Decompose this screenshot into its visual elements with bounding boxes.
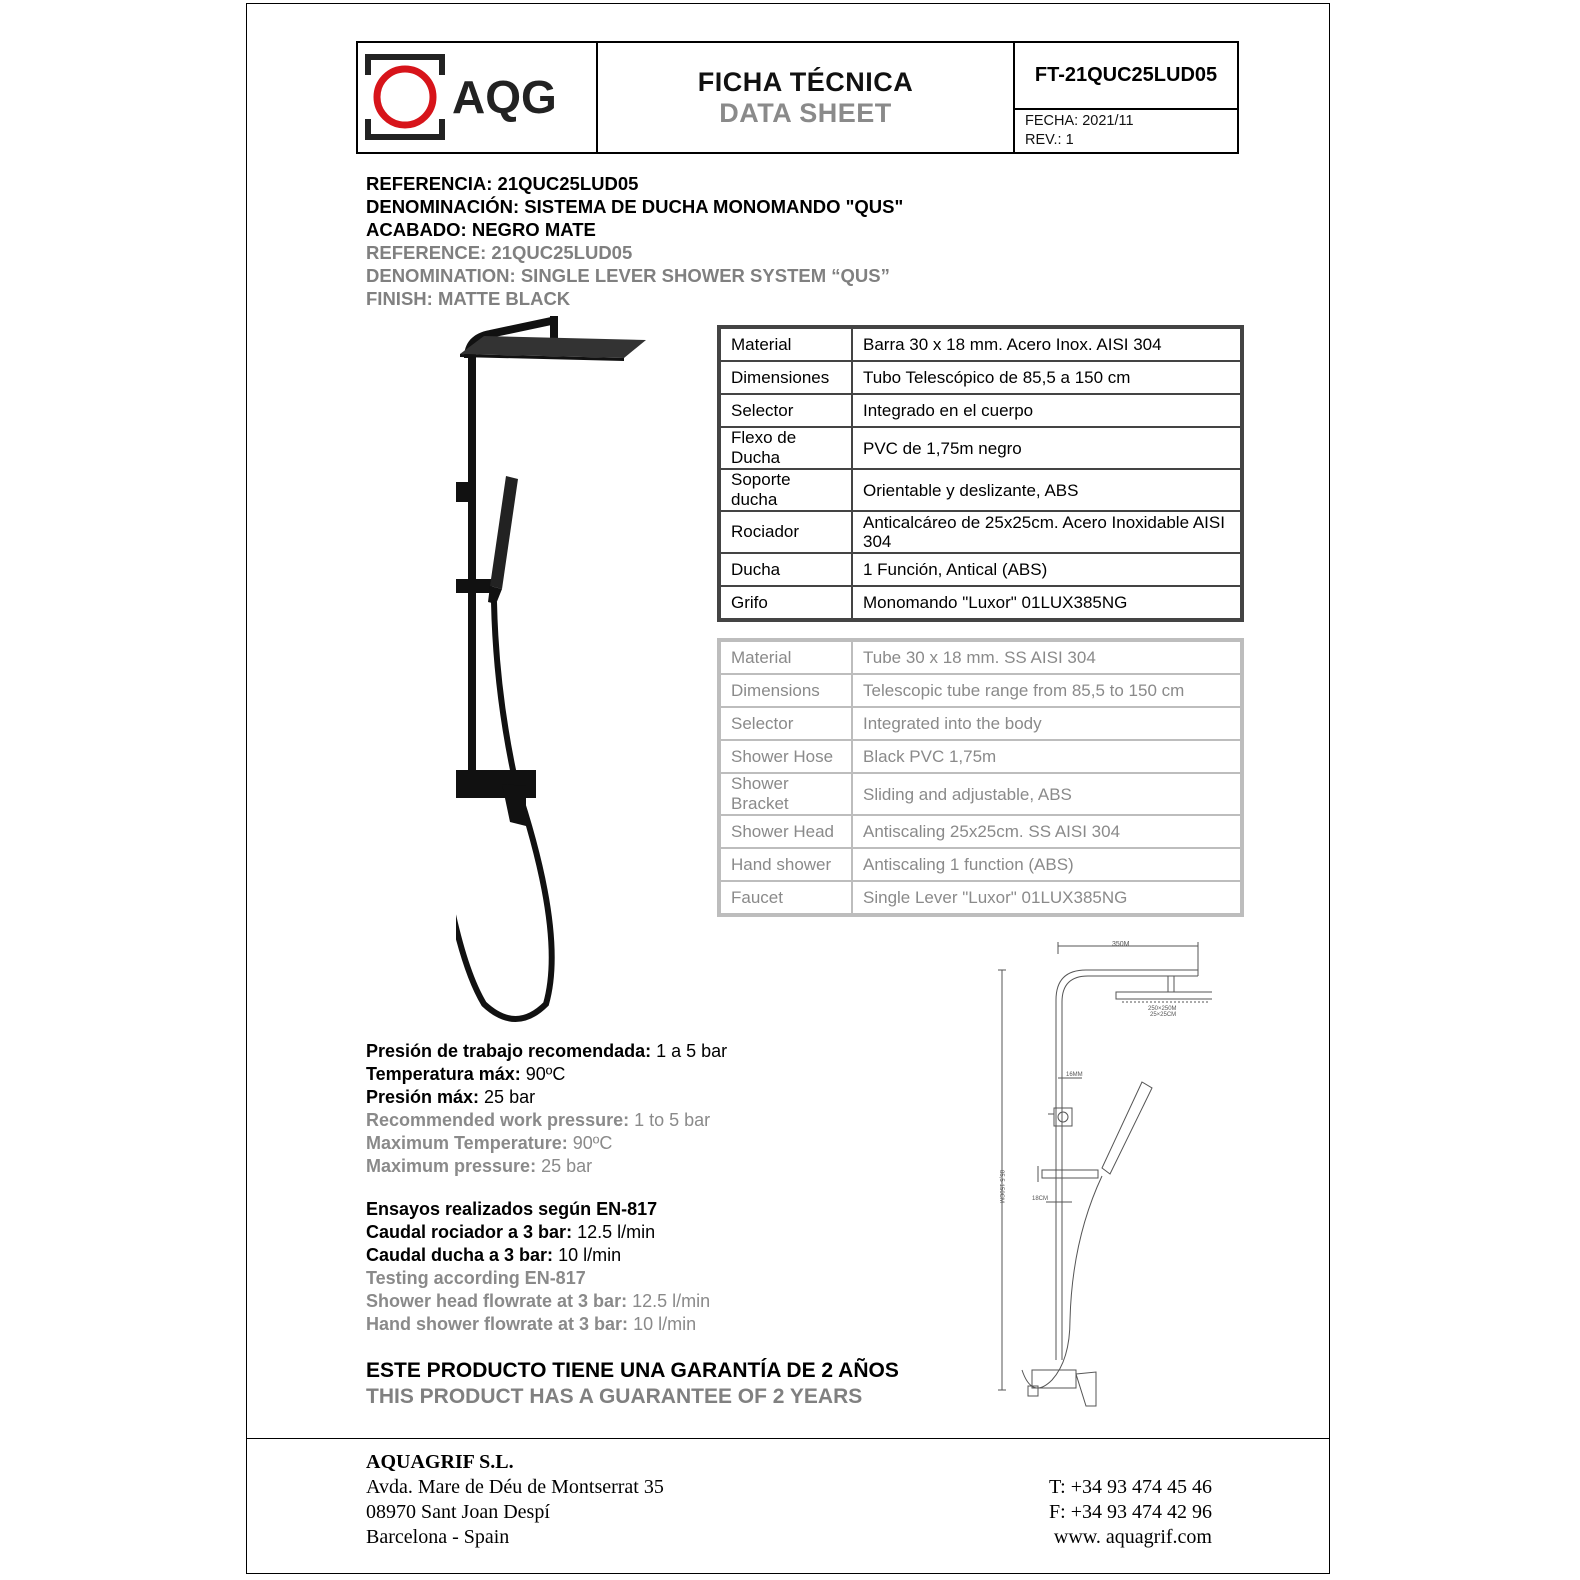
spec-value: Antiscaling 1 function (ABS) [852,848,1241,881]
table-row [720,394,1241,427]
note-value: 12.5 l/min [572,1222,656,1242]
website-link[interactable]: www. aquagrif.com [1053,1526,1212,1548]
dim-label: 16MM [1066,1072,1083,1078]
title-en: DATA SHEET [719,97,892,128]
table-row [720,427,1241,469]
note-label: Temperatura máx: [366,1064,521,1084]
spec-value: 1 Función, Antical (ABS) [852,553,1241,586]
note-value: 25 bar [479,1087,536,1107]
identity-line: ACABADO: NEGRO MATE [366,219,596,240]
phone: T: +34 93 474 45 46 [1048,1476,1212,1498]
note-row [366,1040,727,1063]
table-row [720,881,1241,914]
title-es: FICHA TÉCNICA [697,66,914,97]
table-row [720,740,1241,773]
note-row [366,1155,727,1178]
header [356,41,1239,154]
note-row [366,1267,710,1290]
spec-key: Material [720,641,852,674]
footer-address [366,1450,664,1550]
note-label: Recommended work pressure: [366,1110,630,1130]
note-row [366,1198,710,1221]
spec-value: Single Lever "Luxor" 01LUX385NG [852,881,1241,914]
dim-label: 250×250M [1148,1006,1177,1012]
address-line: Avda. Mare de Déu de Montserrat 35 [366,1476,664,1498]
logo [358,43,598,152]
spec-value: Orientable y deslizante, ABS [852,469,1241,511]
spec-value: Black PVC 1,75m [852,740,1241,773]
table-row [720,815,1241,848]
note-value: 1 a 5 bar [651,1041,728,1061]
spec-value: Integrado en el cuerpo [852,394,1241,427]
note-label: Caudal ducha a 3 bar: [366,1245,554,1265]
spec-value: Integrated into the body [852,707,1241,740]
spec-key: Dimensiones [720,361,852,394]
guarantee-en: THIS PRODUCT HAS A GUARANTEE OF 2 YEARS [366,1385,863,1408]
dim-label: 25×25CM [1150,1012,1177,1018]
spec-value: PVC de 1,75m negro [852,427,1241,469]
table-row [720,674,1241,707]
spec-key: Shower Bracket [720,773,852,815]
logo-text: AQG [452,71,557,123]
table-row [720,641,1241,674]
doc-date: FECHA: 2021/11 [1025,113,1134,129]
note-row [366,1109,727,1132]
doc-revision: REV.: 1 [1025,132,1074,148]
spec-key: Shower Head [720,815,852,848]
note-label: Testing according EN-817 [366,1268,586,1288]
spec-value: Sliding and adjustable, ABS [852,773,1241,815]
note-row [366,1313,710,1336]
doc-meta [1015,110,1237,152]
spec-key: Grifo [720,586,852,619]
shower-system-photo [456,314,656,1034]
spec-value: Antiscaling 25x25cm. SS AISI 304 [852,815,1241,848]
note-label: Shower head flowrate at 3 bar: [366,1291,628,1311]
dim-label: 85,5-150CM [998,1170,1004,1204]
dim-label: 350M [1112,941,1130,948]
table-row [720,469,1241,511]
note-value: 12.5 l/min [627,1291,711,1311]
spec-key: Flexo de Ducha [720,427,852,469]
note-row [366,1244,710,1267]
company-name: AQUAGRIF S.L. [366,1451,514,1473]
identity-line: REFERENCE: 21QUC25LUD05 [366,242,633,263]
footer-divider [246,1438,1330,1439]
note-row [366,1221,710,1244]
spec-key: Shower Hose [720,740,852,773]
spec-key: Hand shower [720,848,852,881]
note-label: Hand shower flowrate at 3 bar: [366,1314,629,1334]
note-label: Maximum pressure: [366,1156,537,1176]
spec-key: Faucet [720,881,852,914]
spec-value: Anticalcáreo de 25x25cm. Acero Inoxidable AISI 304 [852,511,1241,553]
spec-value: Barra 30 x 18 mm. Acero Inox. AISI 304 [852,328,1241,361]
note-value: 10 l/min [553,1245,622,1265]
table-row [720,361,1241,394]
spec-value: Tube 30 x 18 mm. SS AISI 304 [852,641,1241,674]
title-block [598,43,1015,152]
note-value: 1 to 5 bar [629,1110,711,1130]
fax: F: +34 93 474 42 96 [1049,1501,1212,1523]
address-line: 08970 Sant Joan Despí [366,1501,550,1523]
footer-contact [1020,1475,1212,1550]
ref-block [1015,43,1237,152]
table-row [720,586,1241,619]
technical-drawing [992,940,1212,1420]
note-label: Maximum Temperature: [366,1133,568,1153]
spec-key: Selector [720,394,852,427]
spec-key: Rociador [720,511,852,553]
identity-line: DENOMINATION: SINGLE LEVER SHOWER SYSTEM “QUS” [366,265,890,286]
document-code: FT-21QUC25LUD05 [1015,43,1237,110]
identity-line: FINISH: MATTE BLACK [366,288,571,309]
note-row [366,1086,727,1109]
spec-value: Monomando "Luxor" 01LUX385NG [852,586,1241,619]
table-row [720,328,1241,361]
product-identity [366,172,903,310]
table-row [720,511,1241,553]
dim-label: 18CM [1032,1196,1049,1202]
table-row [720,848,1241,881]
note-row [366,1063,727,1086]
spec-value: Telescopic tube range from 85,5 to 150 cm [852,674,1241,707]
note-label: Caudal rociador a 3 bar: [366,1222,573,1242]
guarantee [366,1358,899,1410]
note-label: Ensayos realizados según EN-817 [366,1199,658,1219]
spec-key: Selector [720,707,852,740]
spec-value: Tubo Telescópico de 85,5 a 150 cm [852,361,1241,394]
spec-key: Material [720,328,852,361]
note-value: 90ºC [567,1133,613,1153]
spec-table-en [717,638,1244,917]
table-row [720,553,1241,586]
spec-key: Ducha [720,553,852,586]
spec-table-es [717,325,1244,622]
spec-key: Soporte ducha [720,469,852,511]
guarantee-es: ESTE PRODUCTO TIENE UNA GARANTÍA DE 2 AÑOS [366,1359,899,1382]
note-value: 90ºC [520,1064,566,1084]
address-line: Barcelona - Spain [366,1526,510,1548]
note-value: 10 l/min [628,1314,697,1334]
spec-key: Dimensions [720,674,852,707]
identity-line: REFERENCIA: 21QUC25LUD05 [366,173,639,194]
identity-line: DENOMINACIÓN: SISTEMA DE DUCHA MONOMANDO "QUS" [366,196,904,217]
aqg-logo-icon [358,43,594,152]
note-label: Presión de trabajo recomendada: [366,1041,652,1061]
note-label: Presión máx: [366,1087,480,1107]
table-row [720,773,1241,815]
note-row [366,1290,710,1313]
note-row [366,1132,727,1155]
testing-notes [366,1198,710,1336]
table-row [720,707,1241,740]
note-value: 25 bar [536,1156,593,1176]
pressure-notes [366,1040,727,1178]
